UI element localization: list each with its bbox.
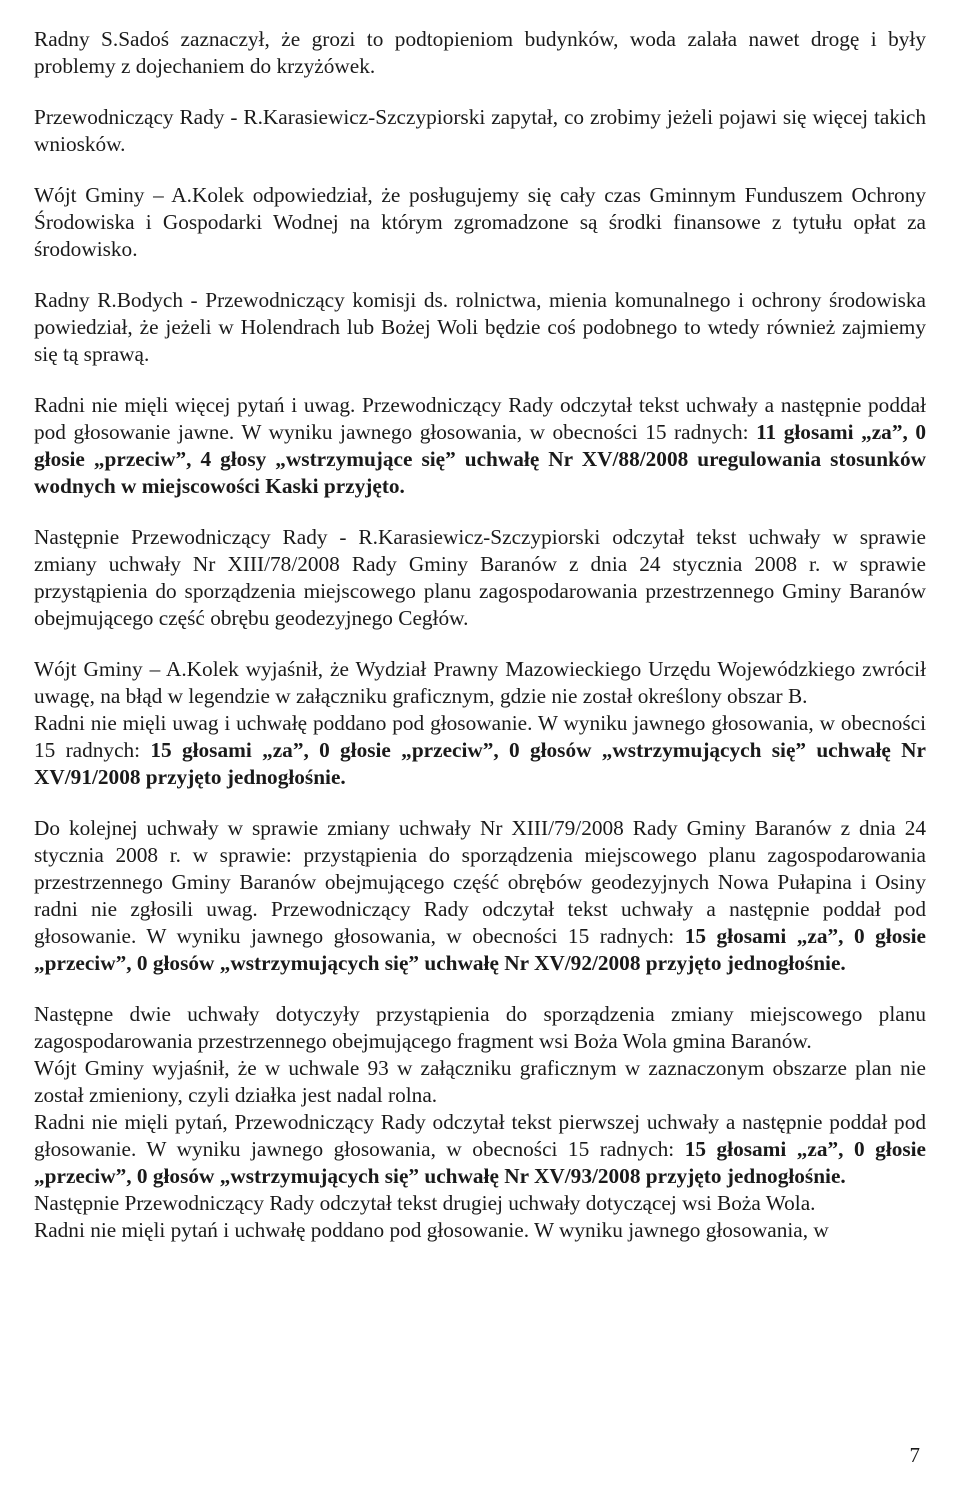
text-run: Przewodniczący Rady - R.Karasiewicz-Szczypiorski zapytał, co zrobimy jeżeli pojawi się więcej takich wniosków.: [34, 105, 926, 156]
paragraph: [34, 1190, 926, 1217]
text-run: Radny S.Sadoś zaznaczył, że grozi to podtopieniom budynków, woda zalała nawet drogę i były problemy z dojechaniem do krzyżówek.: [34, 27, 926, 78]
paragraph: [34, 26, 926, 80]
paragraph: [34, 1217, 926, 1244]
paragraph: [34, 182, 926, 263]
text-run: Następne dwie uchwały dotyczyły przystąpienia do sporządzenia zmiany miejscowego planu zagospodarowania przestrzennego obejmującego fragment wsi Boża Wola gmina Baranów.: [34, 1002, 926, 1053]
paragraph: [34, 104, 926, 158]
text-run: Do kolejnej uchwały w sprawie zmiany uchwały Nr XIII/79/2008 Rady Gminy Baranów z dnia 24 stycznia 2008 r. w sprawie: przystąpienia do sporządzenia miejscowego planu zagospodarowania przestrzennego Gminy Baranów obejmującego część obrębów geodezyjnych Nowa Pułapina i Osiny radni nie zgłosili uwag. Przewodniczący Rady odczytał tekst uchwały a następnie poddał pod głosowanie. W wyniku jawnego głosowania, w obecności 15 radnych:: [34, 816, 926, 948]
paragraph: [34, 815, 926, 977]
text-run: Następnie Przewodniczący Rady odczytał tekst drugiej uchwały dotyczącej wsi Boża Wola.: [34, 1191, 816, 1215]
text-run: Radni nie mięli uwag i uchwałę poddano pod głosowanie. W wyniku jawnego głosowania, w obecności 15 radnych:: [34, 711, 926, 762]
paragraph: [34, 524, 926, 632]
paragraph: [34, 1001, 926, 1055]
bold-text: 15 głosami „za”, 0 głosie „przeciw”, 0 głosów „wstrzymujących się” uchwałę Nr XV/92/2008 przyjęto jednogłośnie.: [34, 924, 926, 975]
text-run: Następnie Przewodniczący Rady - R.Karasiewicz-Szczypiorski odczytał tekst uchwały w sprawie zmiany uchwały Nr XIII/78/2008 Rady Gminy Baranów z dnia 24 stycznia 2008 r. w sprawie przystąpienia do sporządzenia miejscowego planu zagospodarowania przestrzennego Gminy Baranów obejmującego część obrębu geodezyjnego Cegłów.: [34, 525, 926, 630]
text-run: Radny R.Bodych - Przewodniczący komisji ds. rolnictwa, mienia komunalnego i ochrony środowiska powiedział, że jeżeli w Holendrach lub Bożej Woli będzie coś podobnego to wtedy również zajmiemy się tą sprawą.: [34, 288, 926, 366]
page-number: 7: [909, 1443, 920, 1467]
paragraph: [34, 392, 926, 500]
paragraph: [34, 1109, 926, 1190]
document-body: [34, 26, 926, 1244]
bold-text: 15 głosami „za”, 0 głosie „przeciw”, 0 głosów „wstrzymujących się” uchwałę Nr XV/91/2008 przyjęto jednogłośnie.: [34, 738, 926, 789]
bold-text: 11 głosami „za”, 0 głosie „przeciw”, 4 głosy „wstrzymujące się” uchwałę Nr XV/88/2008 uregulowania stosunków wodnych w miejscowości Kaski przyjęto.: [34, 420, 926, 498]
bold-text: 15 głosami „za”, 0 głosie „przeciw”, 0 głosów „wstrzymujących się” uchwałę Nr XV/93/2008 przyjęto jednogłośnie.: [34, 1137, 926, 1188]
text-run: Radni nie mięli pytań, Przewodniczący Rady odczytał tekst pierwszej uchwały a następnie poddał pod głosowanie. W wyniku jawnego głosowania, w obecności 15 radnych:: [34, 1110, 926, 1161]
text-run: Radni nie mięli pytań i uchwałę poddano pod głosowanie. W wyniku jawnego głosowania, w: [34, 1218, 829, 1242]
text-run: Radni nie mięli więcej pytań i uwag. Przewodniczący Rady odczytał tekst uchwały a następnie poddał pod głosowanie jawne. W wyniku jawnego głosowania, w obecności 15 radnych:: [34, 393, 926, 444]
paragraph: [34, 656, 926, 710]
paragraph: [34, 287, 926, 368]
text-run: Wójt Gminy – A.Kolek odpowiedział, że posługujemy się cały czas Gminnym Funduszem Ochrony Środowiska i Gospodarki Wodnej na którym zgromadzone są środki finansowe z tytułu opłat za środowisko.: [34, 183, 926, 261]
text-run: Wójt Gminy wyjaśnił, że w uchwale 93 w załączniku graficznym w zaznaczonym obszarze plan nie został zmieniony, czyli działka jest nadal rolna.: [34, 1056, 926, 1107]
paragraph: [34, 1055, 926, 1109]
text-run: Wójt Gminy – A.Kolek wyjaśnił, że Wydział Prawny Mazowieckiego Urzędu Wojewódzkiego zwrócił uwagę, na błąd w legendzie w załączniku graficznym, gdzie nie został określony obszar B.: [34, 657, 926, 708]
paragraph: [34, 710, 926, 791]
